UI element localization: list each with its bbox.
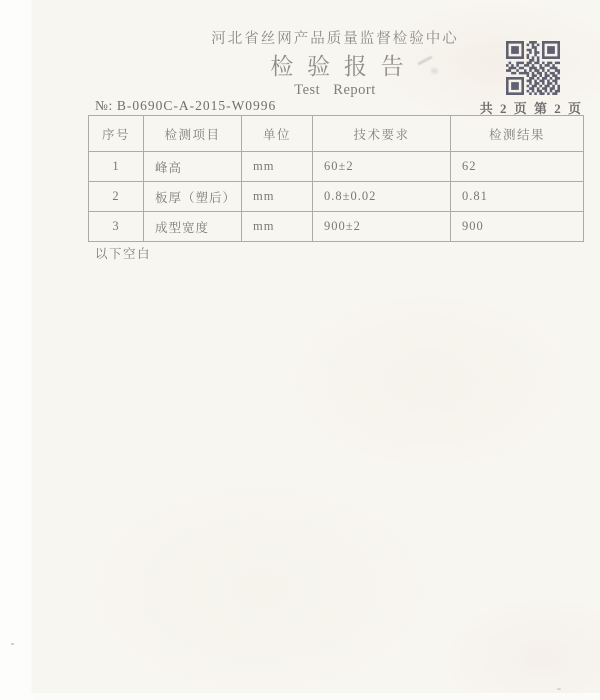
table-row <box>89 212 584 242</box>
table-row <box>89 152 584 182</box>
report-subtitle-en: Test Report <box>294 82 376 98</box>
cell-result: 900 <box>451 212 584 242</box>
cell-no: 1 <box>89 152 144 182</box>
end-of-report-note: 以下空白 <box>95 247 152 261</box>
header-cell-result: 检测结果 <box>451 116 584 152</box>
cell-result: 62 <box>451 152 584 182</box>
cell-no: 2 <box>89 182 144 212</box>
page-info: 共 2 页 第 2 页 <box>479 101 583 116</box>
report-number-value: B-0690C-A-2015-W0996 <box>116 98 277 113</box>
cell-unit: mm <box>242 182 313 212</box>
results-table <box>88 115 584 242</box>
scanner-edge <box>33 693 600 700</box>
cell-item: 峰高 <box>144 152 242 182</box>
cell-item: 板厚（塑后） <box>144 182 242 212</box>
org-name: 河北省丝网产品质量监督检验中心 <box>211 31 459 47</box>
cell-no: 3 <box>89 212 144 242</box>
report-number <box>95 98 276 114</box>
cell-unit: mm <box>242 152 313 182</box>
cell-item: 成型宽度 <box>144 212 242 242</box>
scan-speck <box>11 643 14 645</box>
cell-requirement: 60±2 <box>313 152 451 182</box>
table-row <box>89 182 584 212</box>
header-cell-requirement: 技术要求 <box>313 116 451 152</box>
qr-code <box>505 41 561 95</box>
header-cell-unit: 单位 <box>242 116 313 152</box>
cell-unit: mm <box>242 212 313 242</box>
table-header-row <box>89 116 584 152</box>
cell-requirement: 900±2 <box>313 212 451 242</box>
report-page <box>33 0 600 693</box>
header-cell-no: 序号 <box>89 116 144 152</box>
cell-result: 0.81 <box>451 182 584 212</box>
report-number-label: №: <box>95 98 113 113</box>
cell-requirement: 0.8±0.02 <box>313 182 451 212</box>
header-cell-item: 检测项目 <box>144 116 242 152</box>
scan-speck <box>557 688 561 690</box>
report-title: 检 验 报 告 <box>270 54 408 79</box>
